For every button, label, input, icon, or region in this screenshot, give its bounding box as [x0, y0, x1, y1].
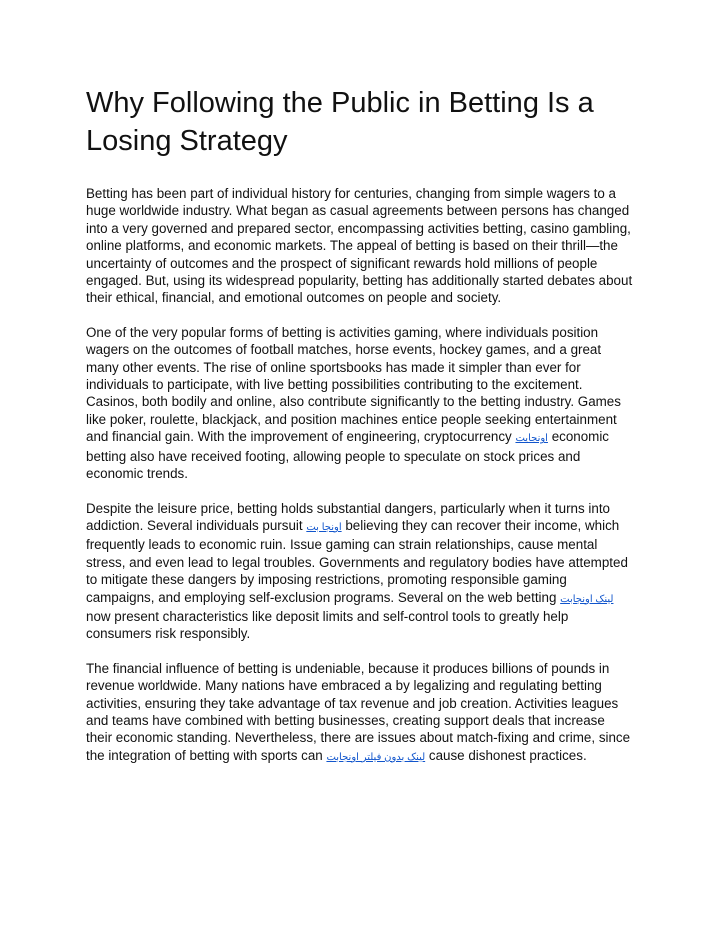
link-onjabet-link[interactable]: لینک اونجابت	[560, 593, 614, 605]
paragraph-2-text-after: economic betting also have received footing, allowing people to speculate on stock prices and economic trends.	[86, 429, 609, 482]
paragraph-3-text-before: Despite the leisure price, betting holds substantial dangers, particularly when it turns into addiction. Several individuals pursuit	[86, 500, 611, 533]
paragraph-1	[86, 185, 634, 307]
paragraph-3-text-middle: believing they can recover their income, which frequently leads to economic ruin. Issue gaming can strain relationships, cause mental stress, and even lead to legal troubles. Governments and regulatory bodies have attempted to mitigate these dangers by imposing restrictions, promoting responsible gaming campaigns, and employing self-exclusion programs. Several on the web betting	[86, 517, 628, 605]
paragraph-3-text-after: now present characteristics like deposit limits and self-control tools to greatly help consumers risk responsibly.	[86, 608, 569, 642]
link-onja-bet[interactable]: اونجا بت	[306, 521, 342, 533]
paragraph-1-text: Betting has been part of individual history for centuries, changing from simple wagers to a huge worldwide industry. What began as casual agreements between persons has changed into a very governed and prepared sector, encompassing activities betting, casino gambling, online platforms, and economic markets. The appeal of betting is based on their thrill—the uncertainty of outcomes and the prospect of significant rewards hold millions of people engaged. But, using its widespread popularity, betting has additionally started debates about their ethical, financial, and emotional outcomes on people and society.	[86, 186, 633, 306]
paragraph-4-text-before: The financial influence of betting is undeniable, because it produces billions of pounds in revenue worldwide. Many nations have embraced a by legalizing and regulating betting activities, ensuring they take advantage of tax revenue and job creation. Activities leagues and teams have combined with betting businesses, creating support deals that increase their economic standing. Nevertheless, there are issues about match-fixing and crime, since the integration of betting with sports can	[86, 660, 631, 763]
paragraph-4	[86, 660, 634, 766]
link-onjabet-1[interactable]: اونجایت	[515, 433, 548, 445]
document-page	[86, 84, 634, 783]
document-title: Why Following the Public in Betting Is a Losing Strategy	[86, 87, 594, 157]
paragraph-2-text-before: One of the very popular forms of betting is activities gaming, where individuals position wagers on the outcomes of football matches, horse events, hockey games, and a great many other events. The rise of online sportsbooks has made it simpler than ever for individuals to participate, with live betting possibilities contributing to the excitement. Casinos, both bodily and online, also contribute significantly to the betting industry. Games like poker, roulette, blackjack, and position machines entice people seeking entertainment and financial gain. With the improvement of engineering, cryptocurrency	[86, 324, 621, 445]
paragraph-4-text-after: cause dishonest practices.	[425, 747, 587, 763]
link-onjabet-unfiltered[interactable]: لینک بدون فیلتر اونجابت	[326, 751, 426, 763]
paragraph-3	[86, 500, 634, 643]
paragraph-2	[86, 324, 634, 483]
